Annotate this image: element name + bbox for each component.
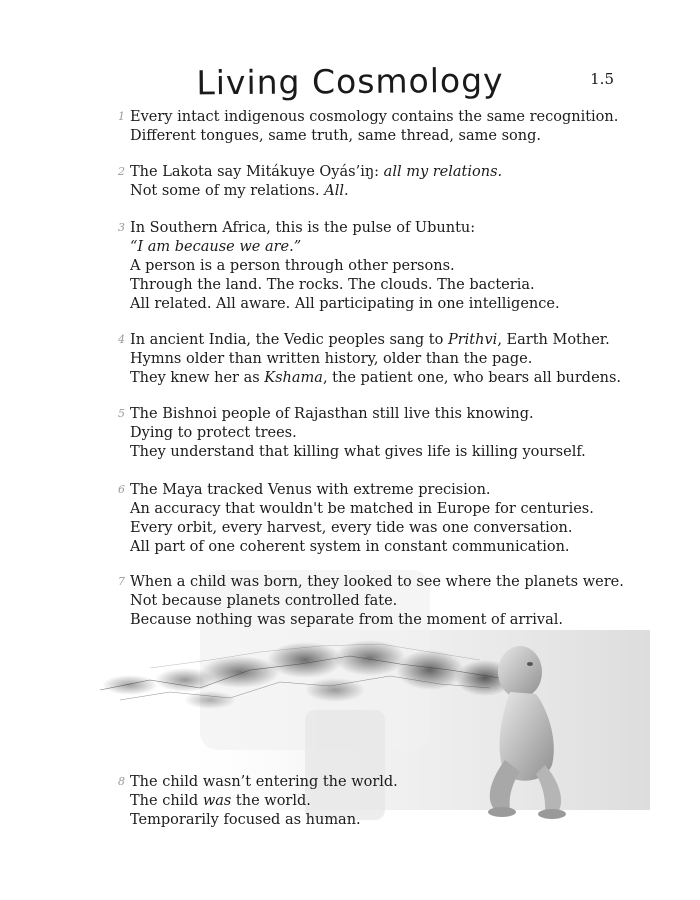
verse-8: [118, 773, 640, 830]
verse-line: [130, 276, 640, 295]
text-segment: In ancient India, the Vedic peoples sang to: [130, 332, 448, 348]
verse-number: 1: [118, 110, 125, 123]
text-segment: Not some of my relations.: [130, 183, 325, 199]
verse-line: [130, 108, 640, 127]
verse-line: [130, 811, 640, 830]
verse-line: [130, 592, 640, 611]
text-segment: the world.: [231, 793, 311, 809]
verse-number: 7: [118, 575, 125, 588]
verse-line: [130, 238, 640, 257]
verse-line: [130, 127, 640, 146]
text-segment: They understand that killing what gives life is killing yourself.: [130, 444, 586, 460]
verse-number: 5: [118, 407, 125, 420]
italic-phrase: All.: [324, 183, 349, 199]
verse-line: [130, 611, 640, 630]
verse-number: 6: [118, 483, 125, 496]
text-segment: A person is a person through other persons.: [130, 258, 455, 274]
text-segment: When a child was born, they looked to see where the planets were.: [130, 574, 624, 590]
verse-3: [118, 219, 640, 314]
verse-line: [130, 500, 640, 519]
verse-2: [118, 163, 640, 201]
verse-number: 2: [118, 165, 125, 178]
verse-line: [130, 295, 640, 314]
italic-phrase: was: [202, 793, 232, 809]
text-segment: All related. All aware. All participating in one intelligence.: [130, 296, 560, 312]
verse-line: [130, 405, 640, 424]
verse-5: [118, 405, 640, 462]
verse-line: [130, 573, 640, 592]
text-segment: Every intact indigenous cosmology contains the same recognition.: [130, 109, 619, 125]
text-segment: , Earth Mother.: [497, 332, 610, 348]
verse-line: [130, 257, 640, 276]
italic-phrase: “I am because we are.”: [130, 239, 302, 255]
verse-line: [130, 792, 640, 811]
italic-phrase: Prithvi: [447, 332, 498, 348]
text-segment: The Bishnoi people of Rajasthan still live this knowing.: [130, 406, 534, 422]
text-segment: Not because planets controlled fate.: [130, 593, 398, 609]
text-segment: Through the land. The rocks. The clouds. The bacteria.: [130, 277, 535, 293]
verse-line: [130, 182, 640, 201]
text-segment: Every orbit, every harvest, every tide was one conversation.: [130, 520, 573, 536]
text-segment: The child: [130, 793, 203, 809]
verse-4: [118, 331, 640, 388]
italic-phrase: Kshama: [264, 370, 323, 386]
page-number: 1.5: [590, 70, 614, 88]
verse-line: [130, 163, 640, 182]
text-segment: Temporarily focused as human.: [130, 812, 361, 828]
verse-line: [130, 519, 640, 538]
verse-line: [130, 424, 640, 443]
verse-line: [130, 331, 640, 350]
verse-1: [118, 108, 640, 146]
text-segment: The Maya tracked Venus with extreme precision.: [130, 482, 491, 498]
italic-phrase: all my relations.: [383, 164, 503, 180]
verse-line: [130, 219, 640, 238]
text-segment: Different tongues, same truth, same thread, same song.: [130, 128, 541, 144]
verse-line: [130, 443, 640, 462]
verse-7: [118, 573, 640, 630]
text-segment: In Southern Africa, this is the pulse of Ubuntu:: [130, 220, 476, 236]
text-segment: All part of one coherent system in constant communication.: [130, 539, 570, 555]
verse-line: [130, 538, 640, 557]
verse-number: 8: [118, 775, 125, 788]
verse-line: [130, 350, 640, 369]
verse-line: [130, 773, 640, 792]
verse-line: [130, 369, 640, 388]
text-segment: , the patient one, who bears all burdens.: [322, 370, 622, 386]
text-segment: Hymns older than written history, older than the page.: [130, 351, 533, 367]
text-segment: Because nothing was separate from the moment of arrival.: [130, 612, 563, 628]
verse-line: [130, 481, 640, 500]
verse-6: [118, 481, 640, 557]
verse-number: 3: [118, 221, 125, 234]
text-segment: They knew her as: [130, 370, 265, 386]
text-segment: An accuracy that wouldn't be matched in Europe for centuries.: [130, 501, 594, 517]
text-segment: The child wasn’t entering the world.: [130, 774, 398, 790]
text-segment: The Lakota say Mitákuye Oyás’iŋ:: [130, 164, 384, 180]
verse-number: 4: [118, 333, 125, 346]
page-title: Living Cosmology: [196, 60, 504, 103]
text-segment: Dying to protect trees.: [130, 425, 297, 441]
